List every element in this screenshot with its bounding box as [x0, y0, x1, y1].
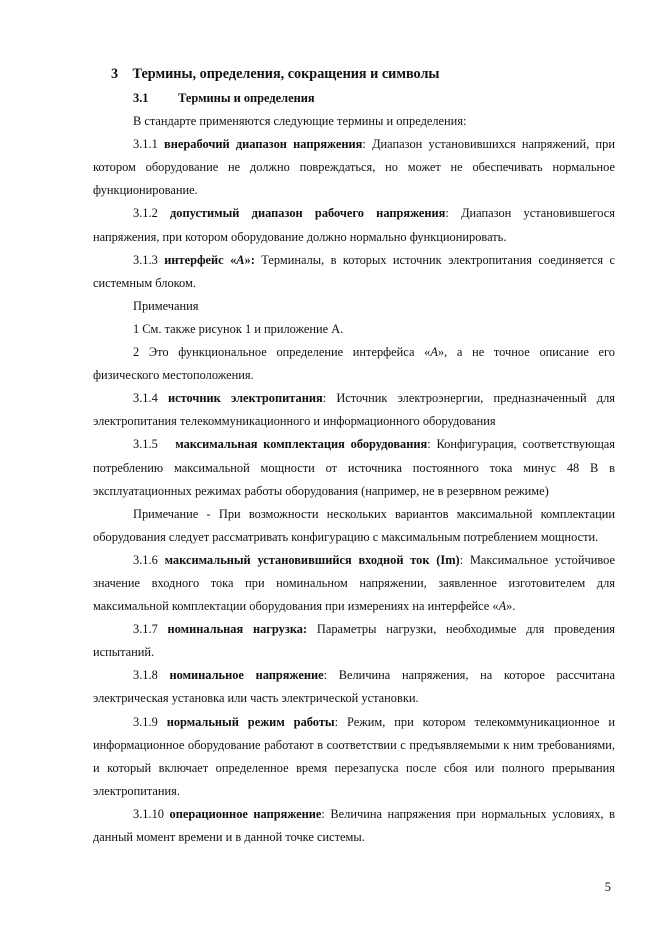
term-number: 3.1.4: [133, 391, 158, 406]
term-name: максимальный установившийся входной ток (Im): [164, 552, 460, 567]
term-3-1-8: [93, 664, 615, 710]
term-3-1-9: [93, 711, 615, 803]
term-definition: Параметры нагрузки, необходимые для проведения испытаний.: [93, 622, 615, 660]
term-name-part: интерфейс «: [164, 252, 237, 267]
term-separator: :: [250, 252, 255, 267]
term-number: 3.1.5: [133, 437, 158, 452]
term-number: 3.1.10: [133, 806, 164, 821]
term-number: 3.1.3: [133, 252, 158, 267]
term-name: операционное напряжение: [169, 806, 322, 821]
term-definition: Диапазон установившегося напряжения, при котором оборудование должно нормально функционировать.: [93, 206, 615, 244]
term-name: источник электропитания: [167, 391, 323, 406]
note-2-italic: А: [430, 345, 438, 360]
term-name: [164, 253, 251, 267]
term-definition: ».: [506, 599, 516, 614]
note-2-text: 2 Это функциональное определение интерфейса «: [133, 345, 431, 360]
term-number: 3.1.6: [133, 552, 158, 567]
subsection-number: 3.1: [133, 91, 149, 105]
term-number: 3.1.7: [133, 622, 158, 637]
term-number: 3.1.8: [133, 668, 158, 683]
note-2: [93, 341, 615, 387]
term-3-1-3: [93, 249, 615, 295]
term-separator: :: [334, 714, 339, 729]
term-definition: Величина напряжения, на которое рассчитана электрическая установка или часть электрической установки.: [93, 668, 615, 706]
note-1: 1 См. также рисунок 1 и приложение А.: [133, 321, 344, 336]
term-definition: Конфигурация, соответствующая потреблению максимальной мощности от источника постоянного тока минус 48 В в эксплуатационных режимах работы оборудования (например, не в резервном режиме): [93, 437, 615, 498]
section-number: 3: [111, 66, 119, 82]
term-definition: Источник электроэнергии, предназначенный для электропитания телекоммуникационного и информационного оборудования: [93, 391, 615, 429]
term-separator: :: [322, 391, 327, 406]
term-name: допустимый диапазон рабочего напряжения: [170, 206, 446, 221]
term-definition: Режим, при котором телекоммуникационное и информационное оборудование работают в соответствии с предъявляемыми к ним требованиями, и который включает определенное время перезапуска после сбоя или полного прерывания электропитания.: [93, 714, 616, 798]
term-name: нормальный режим работы: [166, 714, 335, 729]
term-definition: Диапазон установившихся напряжений, при котором оборудование не должно повреждаться, но может не обеспечивать нормальное функционирование.: [93, 137, 615, 198]
term-name-italic: А: [236, 252, 245, 267]
term-separator: :: [321, 806, 325, 821]
term-3-1-5: [93, 433, 615, 502]
term-name-part: »: [244, 252, 251, 267]
page-content: [93, 62, 615, 849]
term-definition: Величина напряжения при нормальных условиях, в данный момент времени и в данной точке системы.: [93, 806, 615, 844]
intro-paragraph: В стандарте применяются следующие термины и определения:: [133, 114, 467, 129]
term-name: номинальная нагрузка:: [167, 622, 308, 637]
term-definition: Терминалы, в которых источник электропитания соединяется с системным блоком.: [93, 252, 615, 290]
note-2-text: », а не точное описание его физического местоположения.: [93, 345, 615, 383]
subsection-title: Термины и определения: [178, 91, 315, 105]
term-number: 3.1.2: [133, 206, 158, 221]
term-separator: :: [323, 668, 328, 683]
term-3-1-10: [93, 803, 615, 849]
term-number: 3.1.1: [133, 137, 158, 152]
note-3: Примечание - При возможности нескольких вариантов максимальной комплектации оборудования следует рассматривать конфигурацию с максимальным потреблением мощности.: [93, 506, 615, 544]
term-3-1-4: [93, 387, 615, 433]
term-name: максимальная комплектация оборудования: [175, 437, 428, 452]
term-separator: :: [445, 206, 449, 221]
term-3-1-1: [93, 133, 615, 202]
section-title: Термины, определения, сокращения и символы: [132, 66, 440, 82]
term-separator: :: [362, 137, 366, 152]
section-heading: [93, 62, 615, 87]
term-3-1-7: [93, 618, 615, 664]
term-number: 3.1.9: [133, 714, 158, 729]
subsection-heading: [93, 87, 615, 110]
term-name: внерабочий диапазон напряжения: [164, 137, 363, 152]
term-separator: :: [427, 437, 431, 452]
notes-heading: Примечания: [133, 298, 199, 313]
term-3-1-2: [93, 202, 615, 248]
term-name: номинальное напряжение: [169, 668, 324, 683]
term-definition: Максимальное устойчивое значение входного тока при номинальном напряжении, заявленное изготовителем для максимальной комплектации оборудования при измерениях на интерфейсе «: [93, 552, 615, 614]
term-separator: :: [459, 552, 464, 567]
page-number: 5: [604, 880, 611, 894]
term-3-1-6: [93, 549, 615, 618]
term-definition-italic: А: [498, 599, 507, 614]
